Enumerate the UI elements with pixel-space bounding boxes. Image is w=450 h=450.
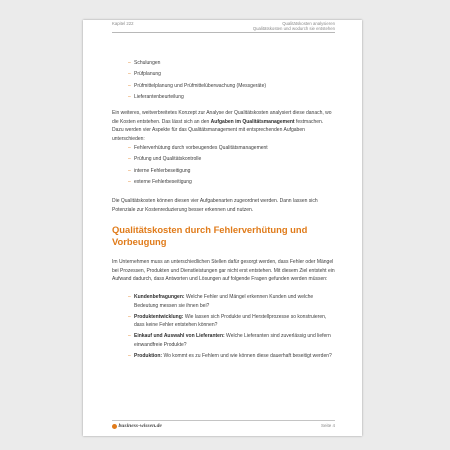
list-item-text: Welche Lieferanten sind zuverlässig und liefern einwandfreie Produkte?	[134, 333, 331, 348]
logo-text: business-wissen.de	[118, 423, 162, 429]
dash-bullet-icon: –	[128, 156, 131, 163]
list-item-text: Fehlerverhütung durch vorbeugendes Qualitätsmanagement	[134, 145, 268, 151]
list-item-term: Produktentwicklung:	[134, 313, 184, 320]
page-number: Seite 4	[320, 423, 335, 428]
paragraph-quality-tasks	[112, 109, 335, 144]
list-item	[112, 352, 335, 361]
list-item	[112, 59, 335, 68]
footer-divider	[112, 420, 335, 421]
document-page	[83, 20, 362, 436]
list-item-term: Produktion:	[134, 352, 163, 359]
list-item-text: Prüfplanung	[134, 71, 161, 78]
list-item	[112, 167, 335, 176]
list-item-text: Welche Fehler und Mängel erkennen Kunden und welche Bedeutung messen sie ihnen bei?	[134, 294, 314, 309]
quality-tasks-list	[112, 144, 335, 189]
list-item-text: Wo kommt es zu Fehlern und wie können diese dauerhaft beseitigt werden?	[162, 352, 332, 359]
dash-bullet-icon: –	[128, 71, 131, 78]
running-header	[253, 21, 335, 31]
list-item	[112, 178, 335, 187]
brand-logo	[112, 422, 162, 430]
paragraph-bold-text: Aufgaben im Qualitätsmanagement	[210, 118, 295, 125]
list-item	[112, 144, 335, 153]
dash-bullet-icon: –	[128, 333, 131, 339]
running-header-subtitle: Qualitätskosten und wodurch sie entstehen	[252, 26, 335, 32]
dash-bullet-icon: –	[128, 145, 131, 151]
paragraph-prevention: Im Unternehmen muss an unterschiedlichen Stellen dafür gesorgt werden, dass Fehler oder Mängel bei Prozessen, Produkten und Dienstleistungen gar nicht erst entstehen. Mit diesem Ziel entsteht ein Aufwand dadurch, dass Antworten und Lösungen auf folgende Fragen gefunden werden müssen:	[112, 259, 335, 283]
list-item-text: Prüfmittelplanung und Prüfmittelüberwachung (Messgeräte)	[134, 82, 267, 89]
paragraph-text: Ein weiteres, weitverbreitetes Konzept zur Analyse der Qualitätskosten analysiert diese danach, wo die Kosten entstehen. Das lässt sich an den	[112, 110, 332, 125]
list-item	[112, 70, 335, 79]
dash-bullet-icon: –	[128, 82, 131, 89]
list-item	[112, 293, 335, 310]
list-item-text: externe Fehlerbeseitigung	[134, 178, 192, 185]
prevention-questions-list	[112, 293, 335, 362]
list-item-term: Einkauf und Auswahl von Lieferanten:	[134, 333, 225, 339]
chapter-label: Kapitel 222	[112, 21, 134, 26]
list-item	[112, 82, 335, 91]
dash-bullet-icon: –	[128, 178, 131, 185]
dash-bullet-icon: –	[128, 313, 131, 320]
dash-bullet-icon: –	[128, 60, 131, 66]
paragraph-text: festmachen. Dazu werden vier Aspekte für das Qualitätsmanagement mit entsprechenden Aufgaben unterschieden:	[112, 118, 324, 143]
dash-bullet-icon: –	[128, 93, 131, 100]
header-divider	[112, 32, 335, 33]
list-item	[112, 93, 335, 102]
measures-list	[112, 59, 335, 104]
list-item-text: Wie lassen sich Produkte und Herstellprozesse so konstruieren, dass keine Fehler entstehen können?	[134, 313, 327, 329]
list-item-text: Schulungen	[134, 60, 161, 66]
section-heading: Qualitätskosten durch Fehlerverhütung und Vorbeugung	[112, 224, 308, 247]
dash-bullet-icon: –	[128, 352, 131, 359]
list-item-text: Lieferantenbeurteilung	[134, 93, 184, 100]
dash-bullet-icon: –	[128, 167, 131, 174]
list-item-term: Kundenbefragungen:	[134, 294, 185, 300]
list-item	[112, 332, 335, 349]
logo-dot-icon	[112, 424, 117, 429]
list-item	[112, 313, 335, 330]
running-header-title: Qualitätskosten analysieren	[282, 21, 335, 26]
paragraph-cost-assignment: Die Qualitätskosten können diesen vier Aufgabenarten zugeordnet werden. Dann lassen sich Potenziale zur Kostenreduzierung besser erkennen und nutzen.	[112, 198, 318, 213]
list-item	[112, 155, 335, 164]
dash-bullet-icon: –	[128, 294, 131, 300]
list-item-text: Prüfung und Qualitätskontrolle	[134, 156, 202, 163]
list-item-text: interne Fehlerbeseitigung	[134, 167, 191, 174]
